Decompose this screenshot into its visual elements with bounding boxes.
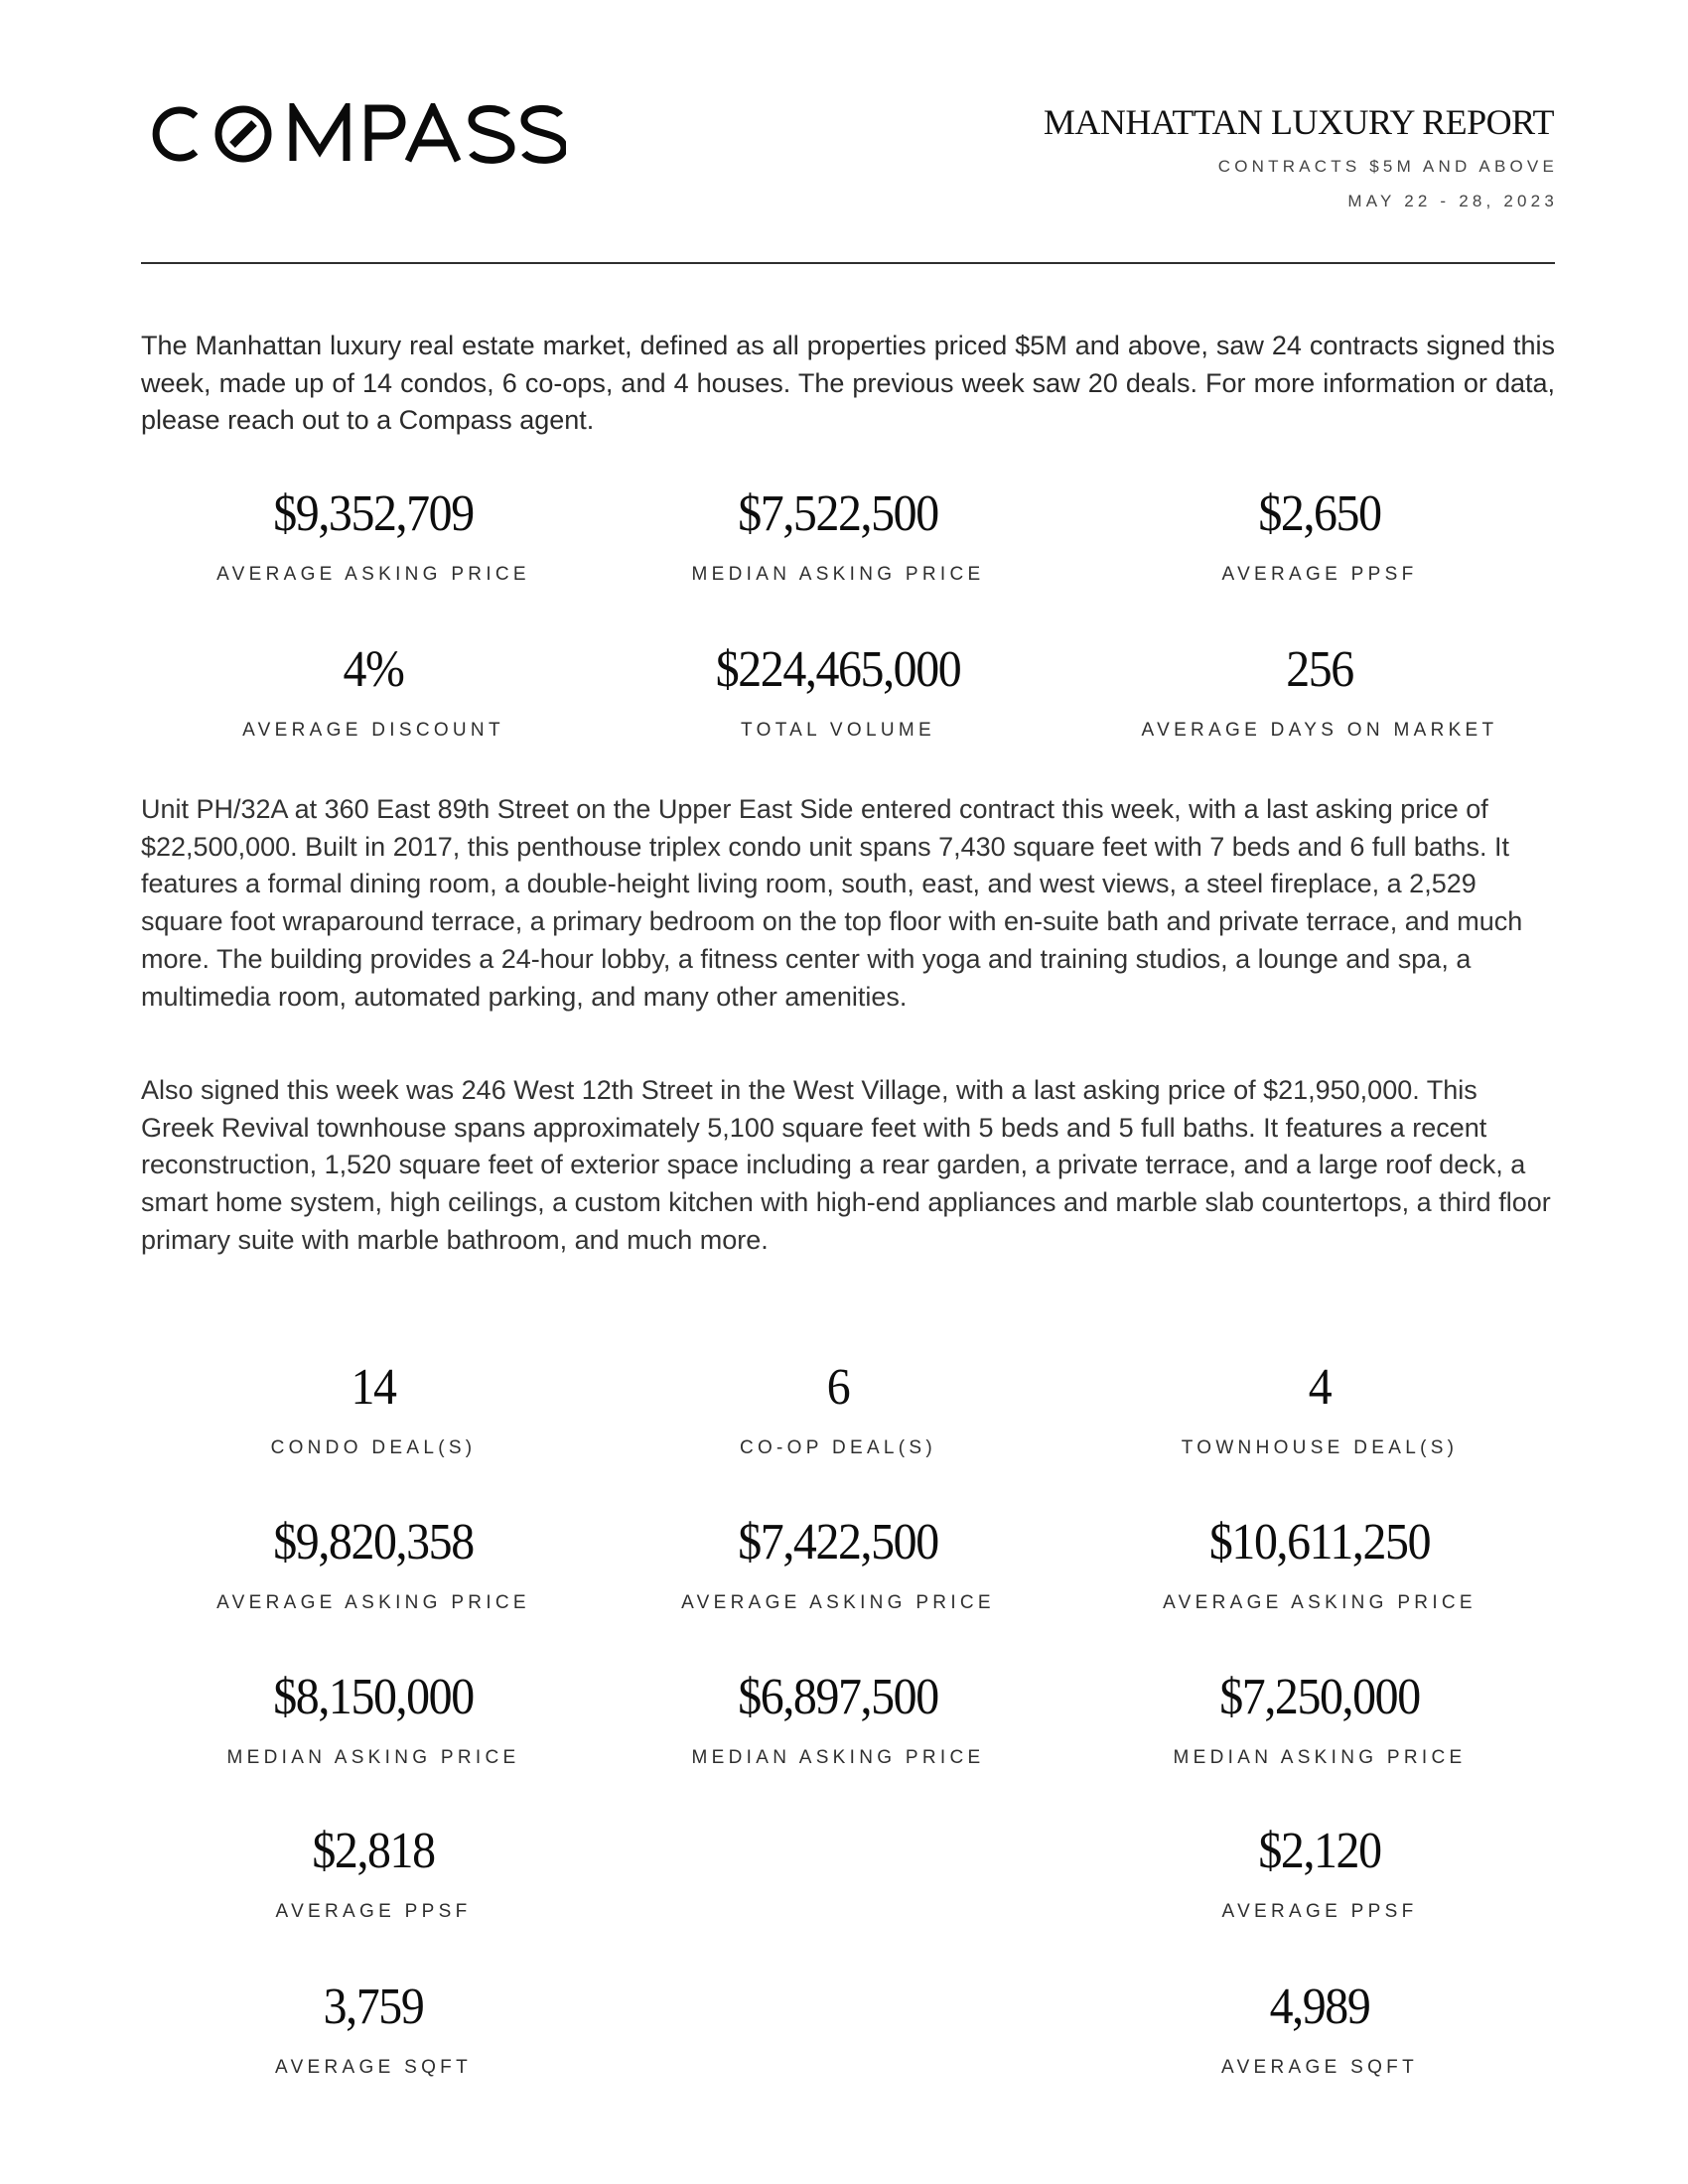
compass-logo [144, 103, 566, 165]
stat-value: 4% [343, 641, 404, 698]
stat-value: $9,820,358 [273, 1514, 474, 1570]
compass-needle-icon [232, 123, 254, 145]
stat-value: $10,611,250 [1208, 1514, 1431, 1570]
condo-average-asking-price [155, 1513, 592, 1614]
stat-total-volume [620, 640, 1056, 742]
stat-label: AVERAGE ASKING PRICE [681, 1592, 995, 1613]
report-date-range: MAY 22 - 28, 2023 [1347, 192, 1558, 210]
coop-median-asking-price [620, 1668, 1056, 1769]
stat-value: 6 [826, 1359, 850, 1416]
coop-average-asking-price [620, 1513, 1056, 1614]
highlight-paragraph-2: Also signed this week was 246 West 12th Street in the West Village, with a last asking price of $21,950,000. This Greek Revival townhouse spans approximately 5,100 square feet with 5 beds and 5 full baths. It features a recent reconstruction, 1,520 square feet of exterior space including a rear garden, a private terrace, and a large roof deck, a smart home system, high ceilings, a custom kitchen with high-end appliances and marble slab countertops, a third floor primary suite with marble bathroom, and much more. [141, 1075, 1551, 1255]
townhouse-average-sqft [1101, 1978, 1538, 2079]
coop-deals [620, 1358, 1056, 1459]
stat-average-discount [155, 640, 592, 742]
stat-label: CO-OP DEAL(S) [739, 1437, 937, 1458]
stat-label: AVERAGE PPSF [1221, 1901, 1418, 1922]
condo-deals [155, 1358, 592, 1459]
stat-average-days-on-market [1101, 640, 1538, 742]
stat-value: $8,150,000 [273, 1669, 474, 1725]
intro-paragraph: The Manhattan luxury real estate market, defined as all properties priced $5M and above, saw 24 contracts signed this week, made up of 14 condos, 6 co-ops, and 4 houses. The previous week saw 20 deals. For more information or data, please reach out to a Compass agent. [141, 331, 1555, 436]
stat-label: AVERAGE ASKING PRICE [1163, 1592, 1477, 1613]
stat-label: AVERAGE ASKING PRICE [216, 1592, 530, 1613]
report-subtitle: CONTRACTS $5M AND ABOVE [1217, 157, 1558, 176]
stat-label: CONDO DEAL(S) [270, 1437, 477, 1458]
stat-median-asking-price [620, 484, 1056, 586]
header-divider [141, 262, 1555, 264]
stat-average-ppsf [1101, 484, 1538, 586]
stat-value: $9,352,709 [273, 485, 474, 542]
stat-value: $7,422,500 [738, 1514, 938, 1570]
stat-label: AVERAGE SQFT [275, 2057, 472, 2078]
townhouse-average-ppsf [1101, 1822, 1538, 1923]
stat-average-asking-price [155, 484, 592, 586]
stat-value: $7,250,000 [1219, 1669, 1420, 1725]
condo-average-ppsf [155, 1822, 592, 1923]
stat-value: 4 [1308, 1359, 1332, 1416]
stat-value: 4,989 [1269, 1979, 1370, 2035]
stat-label: TOWNHOUSE DEAL(S) [1181, 1437, 1459, 1458]
stat-label: AVERAGE PPSF [275, 1901, 472, 1922]
stat-label: MEDIAN ASKING PRICE [1173, 1747, 1467, 1768]
stat-value: $2,650 [1258, 485, 1381, 542]
stat-value: 14 [351, 1359, 396, 1416]
townhouse-deals [1101, 1358, 1538, 1459]
stat-value: 256 [1286, 641, 1353, 698]
stat-value: $6,897,500 [738, 1669, 938, 1725]
stat-label: AVERAGE SQFT [1221, 2057, 1418, 2078]
stat-label: MEDIAN ASKING PRICE [226, 1747, 520, 1768]
stat-label: MEDIAN ASKING PRICE [691, 1747, 985, 1768]
townhouse-average-asking-price [1101, 1513, 1538, 1614]
condo-median-asking-price [155, 1668, 592, 1769]
stat-label: MEDIAN ASKING PRICE [691, 564, 985, 585]
highlight-paragraph-1: Unit PH/32A at 360 East 89th Street on the Upper East Side entered contract this week, with a last asking price of $22,500,000. Built in 2017, this penthouse triplex condo unit spans 7,430 square feet with 7 beds and 6 full baths. It features a formal dining room, a double-height living room, south, east, and west views, a steel fireplace, a 2,529 square foot wraparound terrace, a primary bedroom on the top floor with en-suite bath and private terrace, and much more. The building provides a 24-hour lobby, a fitness center with yoga and training studios, a lounge and spa, a multimedia room, automated parking, and many other amenities. [141, 794, 1523, 1012]
stat-label: AVERAGE DISCOUNT [242, 720, 504, 741]
stat-value: $2,818 [312, 1823, 435, 1879]
stat-label: AVERAGE ASKING PRICE [216, 564, 530, 585]
stat-value: $2,120 [1258, 1823, 1381, 1879]
stat-label: TOTAL VOLUME [741, 720, 935, 741]
stat-value: $224,465,000 [715, 641, 961, 698]
condo-average-sqft [155, 1978, 592, 2079]
report-title: MANHATTAN LUXURY REPORT [1043, 102, 1554, 142]
stat-value: 3,759 [323, 1979, 424, 2035]
stat-value: $7,522,500 [738, 485, 938, 542]
townhouse-median-asking-price [1101, 1668, 1538, 1769]
stat-label: AVERAGE PPSF [1221, 564, 1418, 585]
stat-label: AVERAGE DAYS ON MARKET [1141, 720, 1498, 741]
